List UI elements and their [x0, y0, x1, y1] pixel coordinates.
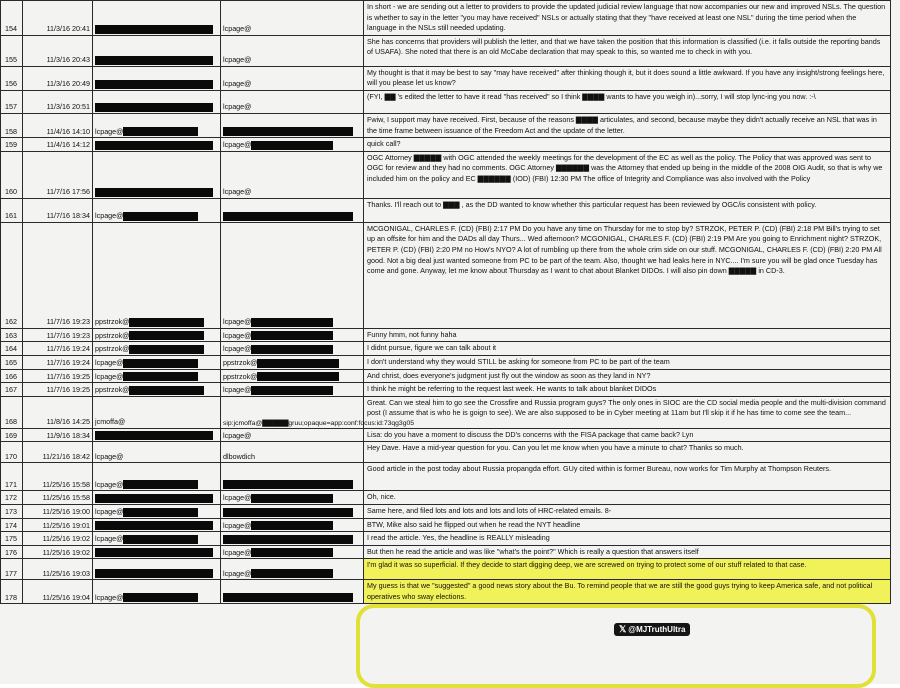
timestamp: 11/3/16 20:49	[23, 66, 93, 90]
row-number: 162	[1, 222, 23, 328]
table-row	[1, 463, 891, 491]
sender-cell	[93, 545, 221, 559]
row-number: 157	[1, 90, 23, 113]
redaction-bar	[257, 359, 339, 368]
timestamp: 11/7/16 19:23	[23, 222, 93, 328]
sender-cell	[93, 518, 221, 532]
row-number: 177	[1, 559, 23, 580]
redaction-bar	[223, 535, 353, 544]
sender-cell	[93, 428, 221, 442]
recipient: dlbowdich	[223, 451, 255, 461]
redaction-bar	[95, 141, 213, 150]
table-row	[1, 580, 891, 604]
sender: ppstrzok@	[95, 317, 130, 327]
row-number: 161	[1, 198, 23, 222]
row-number: 159	[1, 138, 23, 152]
table-row	[1, 1, 891, 36]
redaction-bar	[251, 548, 333, 557]
sender-cell	[93, 559, 221, 580]
timestamp: 11/21/16 18:42	[23, 442, 93, 463]
row-number: 156	[1, 66, 23, 90]
recipient-cell	[221, 442, 364, 463]
table-row	[1, 355, 891, 369]
sender-cell	[93, 442, 221, 463]
recipient-cell	[221, 222, 364, 328]
recipient-cell	[221, 559, 364, 580]
sender-cell	[93, 222, 221, 328]
redaction-bar	[123, 127, 198, 136]
sender: lcpage@	[95, 506, 124, 516]
message-text: I don't understand why they would STILL be asking for someone from PC to be part of the team	[364, 355, 891, 369]
recipient-cell	[221, 138, 364, 152]
redaction-bar	[123, 480, 198, 489]
recipient: lcpage@	[223, 330, 252, 340]
redaction-bar	[251, 331, 333, 340]
recipient-cell	[221, 504, 364, 518]
table-row	[1, 396, 891, 428]
redaction-bar	[95, 188, 213, 197]
row-number: 171	[1, 463, 23, 491]
recipient: lcpage@	[223, 102, 252, 112]
row-number: 160	[1, 151, 23, 198]
timestamp: 11/25/16 19:02	[23, 545, 93, 559]
timestamp: 11/25/16 19:01	[23, 518, 93, 532]
message-text: I think he might be referring to the request last week. He wants to talk about blanket DIDOs	[364, 383, 891, 397]
table-row	[1, 222, 891, 328]
timestamp: 11/7/16 19:25	[23, 383, 93, 397]
row-number: 167	[1, 383, 23, 397]
table-row	[1, 369, 891, 383]
table-row	[1, 491, 891, 505]
table-row	[1, 532, 891, 546]
timestamp: 11/25/16 19:04	[23, 580, 93, 604]
recipient: ppstrzok@	[223, 357, 258, 367]
message-text: I'm glad it was so superficial. If they decide to start digging deep, we are screwed on trying to protect some of our stuff related to that case.	[364, 559, 891, 580]
message-text: Lisa: do you have a moment to discuss the DD's concerns with the FISA package that came back? Lyn	[364, 428, 891, 442]
timestamp: 11/4/16 14:12	[23, 138, 93, 152]
message-text: Fwiw, I support may have received. First, because of the reasons ▇▇▇▇ articulates, and second, because maybe they didn't actually receive an NSL that was in the time frame between issuance of the Freedom Act and the update of the letter.	[364, 113, 891, 137]
redaction-bar	[95, 569, 213, 578]
row-number: 178	[1, 580, 23, 604]
recipient-cell	[221, 35, 364, 66]
watermark-badge	[614, 623, 690, 636]
message-text: But then he read the article and was like "what's the point?" Which is really a question that answers itself	[364, 545, 891, 559]
recipient: lcpage@	[223, 344, 252, 354]
message-text: I read the article. Yes, the headline is REALLY misleading	[364, 532, 891, 546]
row-number: 173	[1, 504, 23, 518]
redaction-bar	[95, 431, 213, 440]
message-text: Oh, nice.	[364, 491, 891, 505]
message-text: MCGONIGAL, CHARLES F. (CD) (FBI) 2:17 PM Do you have any time on Thursday for me to stop by? STRZOK, PETER P. (CD) (FBI) 2:18 PM Bill's trying to set up an offsite for him and the DADs all day Thurs... Wed afternoon? MCGONIGAL, CHARLES F. (CD) (FBI) 2:19 PM Are you going to Enrichment night? STRZOK, PETER P. (CD) (FBI) 2:20 PM no How's NYO? A lot of rumbling up there from the whole crim side on our stuff. MCGONIGAL, CHARLES F. (CD) (FBI) 2:20 PM All good. Not a big deal just wanted someone from PC to be part of the team. Also, thought we had leaks here in NYC.... I'm sure you will be glad once Tuesday has come and gone. Anyway, let me know about Thursday as I want to chat about Blanket DIDOs. I will also pin down ▇▇▇▇▇ in CD-3.	[364, 222, 891, 328]
sender: ppstrzok@	[95, 385, 130, 395]
redaction-bar	[129, 331, 204, 340]
table-row	[1, 138, 891, 152]
recipient-cell	[221, 1, 364, 36]
redaction-bar	[251, 569, 333, 578]
timestamp: 11/7/16 18:34	[23, 198, 93, 222]
highlight-ring	[356, 604, 876, 688]
message-text: BTW, Mike also said he flipped out when he read the NYT headline	[364, 518, 891, 532]
timestamp: 11/9/16 18:34	[23, 428, 93, 442]
table-row	[1, 342, 891, 356]
sender: ppstrzok@	[95, 330, 130, 340]
sender-cell	[93, 328, 221, 342]
row-number: 174	[1, 518, 23, 532]
sender-cell	[93, 491, 221, 505]
timestamp: 11/7/16 19:23	[23, 328, 93, 342]
message-text: Same here, and filed lots and lots and lots and lots of HRC-related emails. 8-	[364, 504, 891, 518]
sender-cell	[93, 138, 221, 152]
recipient: sip:jcmoffa@▇▇▇▇▇gruu;opaque=app:conf:focus:id:73qg3g05	[223, 419, 415, 427]
sender: lcpage@	[95, 371, 124, 381]
recipient-cell	[221, 383, 364, 397]
redaction-bar	[123, 593, 198, 602]
sender: lcpage@	[95, 479, 124, 489]
table-row	[1, 428, 891, 442]
recipient: ppstrzok@	[223, 371, 258, 381]
recipient-cell	[221, 396, 415, 428]
recipient-cell	[221, 151, 364, 198]
sender-cell	[93, 355, 221, 369]
redaction-bar	[257, 372, 339, 381]
row-number: 164	[1, 342, 23, 356]
timestamp: 11/25/16 19:03	[23, 559, 93, 580]
timestamp: 11/7/16 19:24	[23, 342, 93, 356]
row-number: 158	[1, 113, 23, 137]
message-text: Great. Can we steal him to go see the Crossfire and Russia program guys? The only ones in SIOC are the CD social media people and the multi-division command post (I assume that is who he is goign to see). We are also supposed to be in Cyber meeting at 11am but I'll skip it if he has time to come see the team...	[364, 396, 891, 428]
redaction-bar	[129, 345, 204, 354]
table-row	[1, 518, 891, 532]
redaction-bar	[95, 103, 213, 112]
message-text: And christ, does everyone's judgment just fly out the window as soon as they land in NY?	[364, 369, 891, 383]
message-text: My guess is that we "suggested" a good news story about the Bu. To remind people that we are still the good guys trying to keep America safe, and not political operatives who sway elections.	[364, 580, 891, 604]
row-number: 169	[1, 428, 23, 442]
timestamp: 11/7/16 17:56	[23, 151, 93, 198]
recipient-cell	[221, 532, 364, 546]
row-number: 155	[1, 35, 23, 66]
sender-cell	[93, 580, 221, 604]
message-text: Thanks. I'll reach out to ▇▇▇ , as the DD wanted to know whether this particular request has been reviewed by OGC/is consistent with policy.	[364, 198, 891, 222]
row-number: 175	[1, 532, 23, 546]
redaction-bar	[123, 508, 198, 517]
redaction-bar	[223, 212, 353, 221]
recipient: lcpage@	[223, 55, 252, 65]
recipient-cell	[221, 113, 364, 137]
redaction-bar	[95, 521, 213, 530]
recipient: lcpage@	[223, 493, 252, 503]
redaction-bar	[123, 359, 198, 368]
table-row	[1, 35, 891, 66]
recipient: lcpage@	[223, 568, 252, 578]
row-number: 176	[1, 545, 23, 559]
timestamp: 11/25/16 15:58	[23, 491, 93, 505]
recipient-cell	[221, 342, 364, 356]
sender: ppstrzok@	[95, 344, 130, 354]
recipient: lcpage@	[223, 385, 252, 395]
table-row	[1, 559, 891, 580]
recipient-cell	[221, 66, 364, 90]
recipient-cell	[221, 90, 364, 113]
row-number: 170	[1, 442, 23, 463]
x-logo-icon: 𝕏	[619, 624, 627, 634]
row-number: 165	[1, 355, 23, 369]
sender-cell	[93, 1, 221, 36]
redaction-bar	[95, 56, 213, 65]
message-text: (FYI, ▇▇ 's edited the letter to have it read "has received" so I think ▇▇▇▇ wants to have you weigh in)...sorry, I will stop lync-ing you now. :-\	[364, 90, 891, 113]
sender-cell	[93, 369, 221, 383]
recipient-cell	[221, 428, 364, 442]
recipient: lcpage@	[223, 79, 252, 89]
recipient: lcpage@	[223, 24, 252, 34]
redaction-bar	[123, 212, 198, 221]
recipient: lcpage@	[223, 317, 252, 327]
table-row	[1, 504, 891, 518]
table-row	[1, 113, 891, 137]
sender-cell	[93, 396, 221, 428]
sender-cell	[93, 463, 221, 491]
sender: lcpage@	[95, 592, 124, 602]
redaction-bar	[223, 480, 353, 489]
message-text: My thought is that it may be best to say "may have received" after thinking though it, but it does sound a little awkward. If you have any insight/strong feelings here, will you please let us know?	[364, 66, 891, 90]
timestamp: 11/7/16 19:25	[23, 369, 93, 383]
sender: lcpage@	[95, 126, 124, 136]
redaction-bar	[129, 318, 204, 327]
message-text: Funny hmm, not funny haha	[364, 328, 891, 342]
sender: jcmoffa@	[95, 417, 126, 427]
redaction-bar	[251, 141, 333, 150]
sender-cell	[93, 532, 221, 546]
recipient: lcpage@	[223, 547, 252, 557]
redaction-bar	[223, 508, 353, 517]
sender-cell	[93, 90, 221, 113]
sender: lcpage@	[95, 357, 124, 367]
recipient-cell	[221, 198, 364, 222]
redaction-bar	[95, 494, 213, 503]
redaction-bar	[95, 25, 213, 34]
message-text: She has concerns that providers will publish the letter, and that we have taken the position that this information is classified (i.e. it falls outside the reporting bands of USAFA). She noted that there is an old McCabe declaration that may speak to this, so wanted me to check in with you.	[364, 35, 891, 66]
row-number: 154	[1, 1, 23, 36]
redaction-bar	[251, 494, 333, 503]
recipient-cell	[221, 545, 364, 559]
recipient: lcpage@	[223, 430, 252, 440]
sender-cell	[93, 383, 221, 397]
sender: lcpage@	[95, 534, 124, 544]
recipient: lcpage@	[223, 140, 252, 150]
redaction-bar	[251, 386, 333, 395]
sender-cell	[93, 66, 221, 90]
sender: lcpage@	[95, 451, 124, 461]
recipient-cell	[221, 328, 364, 342]
message-text: I didnt pursue, figure we can talk about it	[364, 342, 891, 356]
sender-cell	[93, 151, 221, 198]
table-row	[1, 90, 891, 113]
table-row	[1, 442, 891, 463]
recipient-cell	[221, 463, 364, 491]
recipient-cell	[221, 491, 364, 505]
recipient: lcpage@	[223, 520, 252, 530]
row-number: 163	[1, 328, 23, 342]
sender-cell	[93, 342, 221, 356]
timestamp: 11/3/16 20:51	[23, 90, 93, 113]
table-row	[1, 383, 891, 397]
redaction-bar	[129, 386, 204, 395]
timestamp: 11/4/16 14:10	[23, 113, 93, 137]
sender-cell	[93, 504, 221, 518]
watermark-text: @MJTruthUltra	[628, 625, 686, 634]
row-number: 168	[1, 396, 23, 428]
message-text: Good article in the post today about Russia propangda effort. GUy cited within is former Bureau, now works for Tim Murphy at Thompson Reuters.	[364, 463, 891, 491]
message-text: quick call?	[364, 138, 891, 152]
recipient-cell	[221, 518, 364, 532]
timestamp: 11/7/16 19:24	[23, 355, 93, 369]
redaction-bar	[251, 521, 333, 530]
redaction-bar	[251, 345, 333, 354]
timestamp: 11/3/16 20:41	[23, 1, 93, 36]
sender: lcpage@	[95, 211, 124, 221]
sender-cell	[93, 113, 221, 137]
timestamp: 11/25/16 15:58	[23, 463, 93, 491]
message-text: In short - we are sending out a letter to providers to provide the updated judicial review language that now accompanies our new and improved NSLs. The question is whether to say in the letter "you may have received" NSLs or actually stating that they "have received at least one NSL" during the time period when the language in the NSLs still needed updating.	[364, 1, 891, 36]
recipient: lcpage@	[223, 187, 252, 197]
redaction-bar	[123, 535, 198, 544]
recipient-cell	[221, 369, 364, 383]
table-row	[1, 198, 891, 222]
message-text: OGC Attorney ▇▇▇▇▇ with OGC attended the weekly meetings for the development of the EC as well as the policy. The Policy that was approved was sent to OGC for review and they had no comments. OGC Attorney ▇▇▇▇▇▇ was the Attorney that ended up being in the middle of the 2008 OIG Audit, so that is why we included him on the policy and EC ▇▇▇▇▇▇ (IOD) (FBI) 12:30 PM The office of Integrity and Compliance was also involved with the Policy	[364, 151, 891, 198]
timestamp: 11/3/16 20:43	[23, 35, 93, 66]
timestamp: 11/25/16 19:02	[23, 532, 93, 546]
redaction-bar	[223, 593, 353, 602]
sender-cell	[93, 35, 221, 66]
redaction-bar	[123, 372, 198, 381]
timestamp: 11/25/16 19:00	[23, 504, 93, 518]
table-row	[1, 66, 891, 90]
redaction-bar	[95, 548, 213, 557]
row-number: 172	[1, 491, 23, 505]
redaction-bar	[223, 127, 353, 136]
redaction-bar	[251, 318, 333, 327]
recipient-cell	[221, 355, 364, 369]
table-row	[1, 328, 891, 342]
table-row	[1, 151, 891, 198]
redaction-bar	[95, 80, 213, 89]
recipient-cell	[221, 580, 364, 604]
row-number: 166	[1, 369, 23, 383]
timestamp: 11/8/16 14:25	[23, 396, 93, 428]
table-row	[1, 545, 891, 559]
sender-cell	[93, 198, 221, 222]
message-text: Hey Dave. Have a mid-year question for you. Can you let me know when you have a minute to chat? Thanks so much.	[364, 442, 891, 463]
